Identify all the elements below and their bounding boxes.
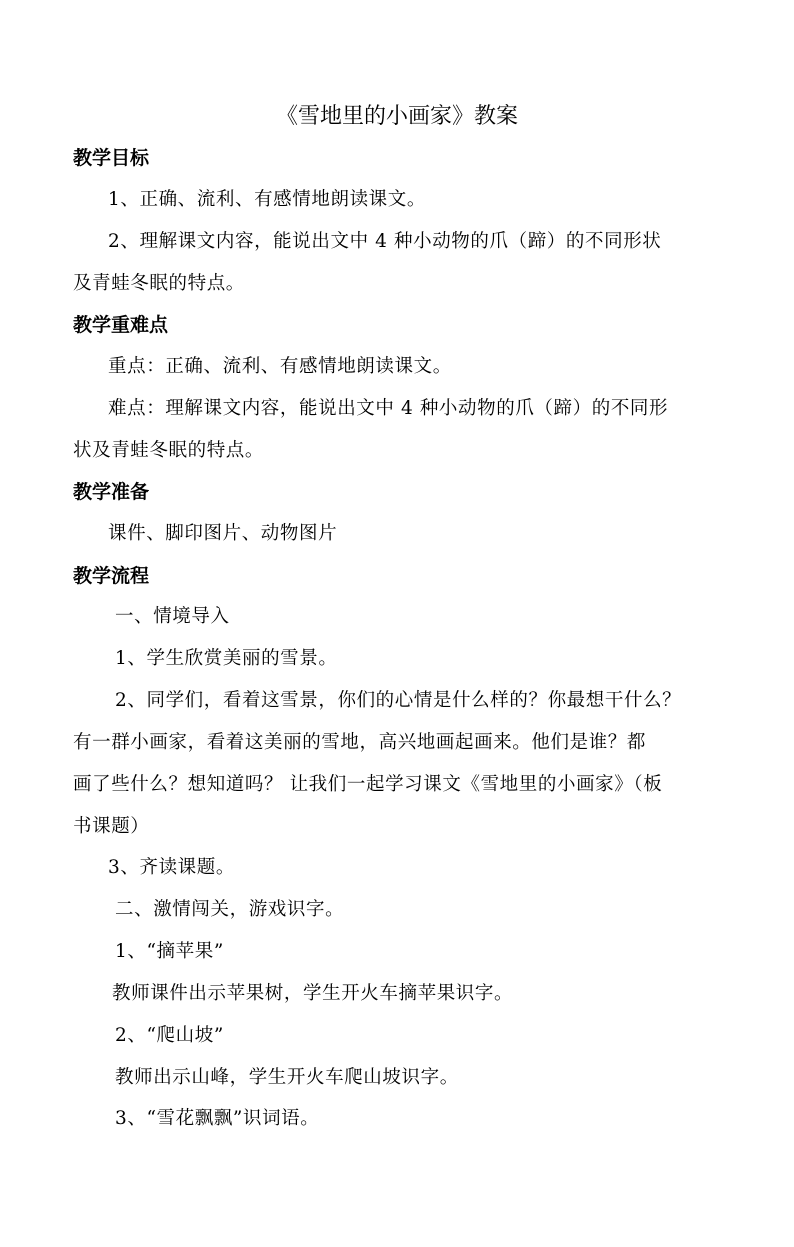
- process-line-1: 一、情境导入: [115, 606, 230, 627]
- process-line-13: 3、“雪花飘飘”识词语。: [115, 1108, 320, 1129]
- key-points-line-3: 状及青蛙冬眠的特点。: [73, 440, 265, 461]
- section-heading-key-points: 教学重难点: [73, 314, 169, 336]
- preparation-line-1: 课件、脚印图片、动物图片: [108, 523, 338, 544]
- process-line-4: 有一群小画家，看着这美丽的雪地，高兴地画起画来。他们是谁？都: [73, 732, 647, 753]
- section-heading-preparation: 教学准备: [73, 481, 150, 503]
- goals-line-3: 及青蛙冬眠的特点。: [73, 273, 245, 294]
- process-line-6: 书课题）: [73, 816, 150, 837]
- process-line-2: 1、学生欣赏美丽的雪景。: [115, 648, 338, 669]
- process-line-3: 2、同学们，看着这雪景，你们的心情是什么样的？你最想干什么？: [115, 690, 682, 711]
- goals-line-1: 1、正确、流利、有感情地朗读课文。: [108, 189, 426, 210]
- goals-line-2: 2、理解课文内容，能说出文中 4 种小动物的爪（蹄）的不同形状: [108, 231, 662, 252]
- key-points-line-2: 难点：理解课文内容，能说出文中 4 种小动物的爪（蹄）的不同形: [108, 398, 669, 419]
- process-line-5: 画了些什么？想知道吗？ 让我们一起学习课文《雪地里的小画家》（板: [73, 774, 663, 795]
- section-heading-process: 教学流程: [73, 565, 150, 587]
- document-title: 《雪地里的小画家》教案: [275, 104, 518, 129]
- process-line-10: 教师课件出示苹果树，学生开火车摘苹果识字。: [112, 983, 514, 1004]
- process-line-11: 2、“爬山坡”: [115, 1025, 224, 1046]
- key-points-line-1: 重点：正确、流利、有感情地朗读课文。: [108, 356, 452, 377]
- process-line-7: 3、齐读课题。: [108, 857, 235, 878]
- section-heading-goals: 教学目标: [73, 147, 150, 169]
- process-line-12: 教师出示山峰，学生开火车爬山坡识字。: [115, 1067, 459, 1088]
- process-line-9: 1、“摘苹果”: [115, 941, 224, 962]
- process-line-8: 二、激情闯关，游戏识字。: [115, 899, 345, 920]
